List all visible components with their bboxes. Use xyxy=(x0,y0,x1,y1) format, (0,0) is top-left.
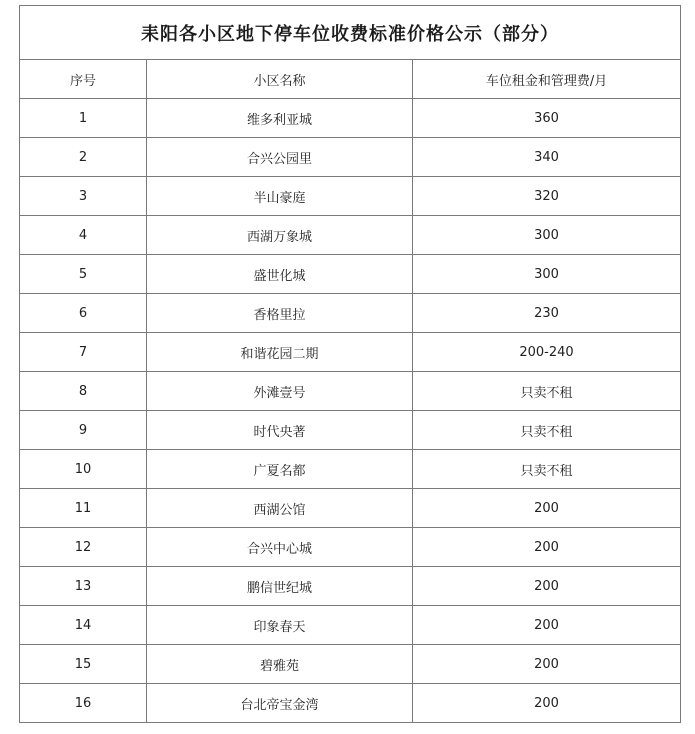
monthly-fee-cell: 200 xyxy=(413,684,681,723)
table-title: 耒阳各小区地下停车位收费标准价格公示（部分） xyxy=(20,6,681,60)
column-header-index: 序号 xyxy=(20,60,147,99)
table-row xyxy=(20,684,681,723)
row-index-cell: 3 xyxy=(20,177,147,216)
row-index-cell: 8 xyxy=(20,372,147,411)
row-index-cell: 14 xyxy=(20,606,147,645)
community-name-cell: 西湖万象城 xyxy=(147,216,413,255)
row-index-cell: 6 xyxy=(20,294,147,333)
community-name-cell: 外滩壹号 xyxy=(147,372,413,411)
monthly-fee-cell: 200 xyxy=(413,606,681,645)
table-row xyxy=(20,216,681,255)
table-row xyxy=(20,411,681,450)
community-name-cell: 香格里拉 xyxy=(147,294,413,333)
monthly-fee-cell: 200-240 xyxy=(413,333,681,372)
row-index-cell: 5 xyxy=(20,255,147,294)
community-name-cell: 西湖公馆 xyxy=(147,489,413,528)
table-row xyxy=(20,333,681,372)
row-index-cell: 4 xyxy=(20,216,147,255)
monthly-fee-cell: 200 xyxy=(413,489,681,528)
community-name-cell: 碧雅苑 xyxy=(147,645,413,684)
monthly-fee-cell: 只卖不租 xyxy=(413,411,681,450)
table-row xyxy=(20,606,681,645)
community-name-cell: 盛世化城 xyxy=(147,255,413,294)
monthly-fee-cell: 只卖不租 xyxy=(413,450,681,489)
table-row xyxy=(20,177,681,216)
table-row xyxy=(20,450,681,489)
table-row xyxy=(20,567,681,606)
row-index-cell: 11 xyxy=(20,489,147,528)
table-row xyxy=(20,255,681,294)
table-row xyxy=(20,489,681,528)
title-row xyxy=(20,6,681,60)
row-index-cell: 1 xyxy=(20,99,147,138)
monthly-fee-cell: 230 xyxy=(413,294,681,333)
table-row xyxy=(20,528,681,567)
row-index-cell: 2 xyxy=(20,138,147,177)
community-name-cell: 合兴中心城 xyxy=(147,528,413,567)
monthly-fee-cell: 200 xyxy=(413,528,681,567)
row-index-cell: 7 xyxy=(20,333,147,372)
community-name-cell: 半山豪庭 xyxy=(147,177,413,216)
parking-fee-table xyxy=(19,5,681,723)
table-row xyxy=(20,372,681,411)
community-name-cell: 和谐花园二期 xyxy=(147,333,413,372)
row-index-cell: 15 xyxy=(20,645,147,684)
row-index-cell: 13 xyxy=(20,567,147,606)
monthly-fee-cell: 360 xyxy=(413,99,681,138)
column-header-fee: 车位租金和管理费/月 xyxy=(413,60,681,99)
community-name-cell: 印象春天 xyxy=(147,606,413,645)
table-body xyxy=(20,99,681,723)
table-row xyxy=(20,294,681,333)
monthly-fee-cell: 340 xyxy=(413,138,681,177)
community-name-cell: 鹏信世纪城 xyxy=(147,567,413,606)
row-index-cell: 12 xyxy=(20,528,147,567)
header-row xyxy=(20,60,681,99)
row-index-cell: 16 xyxy=(20,684,147,723)
monthly-fee-cell: 200 xyxy=(413,645,681,684)
community-name-cell: 广夏名都 xyxy=(147,450,413,489)
table-row xyxy=(20,138,681,177)
community-name-cell: 合兴公园里 xyxy=(147,138,413,177)
community-name-cell: 维多利亚城 xyxy=(147,99,413,138)
monthly-fee-cell: 200 xyxy=(413,567,681,606)
column-header-name: 小区名称 xyxy=(147,60,413,99)
row-index-cell: 10 xyxy=(20,450,147,489)
table-row xyxy=(20,99,681,138)
monthly-fee-cell: 300 xyxy=(413,216,681,255)
table-row xyxy=(20,645,681,684)
monthly-fee-cell: 只卖不租 xyxy=(413,372,681,411)
monthly-fee-cell: 300 xyxy=(413,255,681,294)
monthly-fee-cell: 320 xyxy=(413,177,681,216)
community-name-cell: 台北帝宝金湾 xyxy=(147,684,413,723)
row-index-cell: 9 xyxy=(20,411,147,450)
community-name-cell: 时代央著 xyxy=(147,411,413,450)
